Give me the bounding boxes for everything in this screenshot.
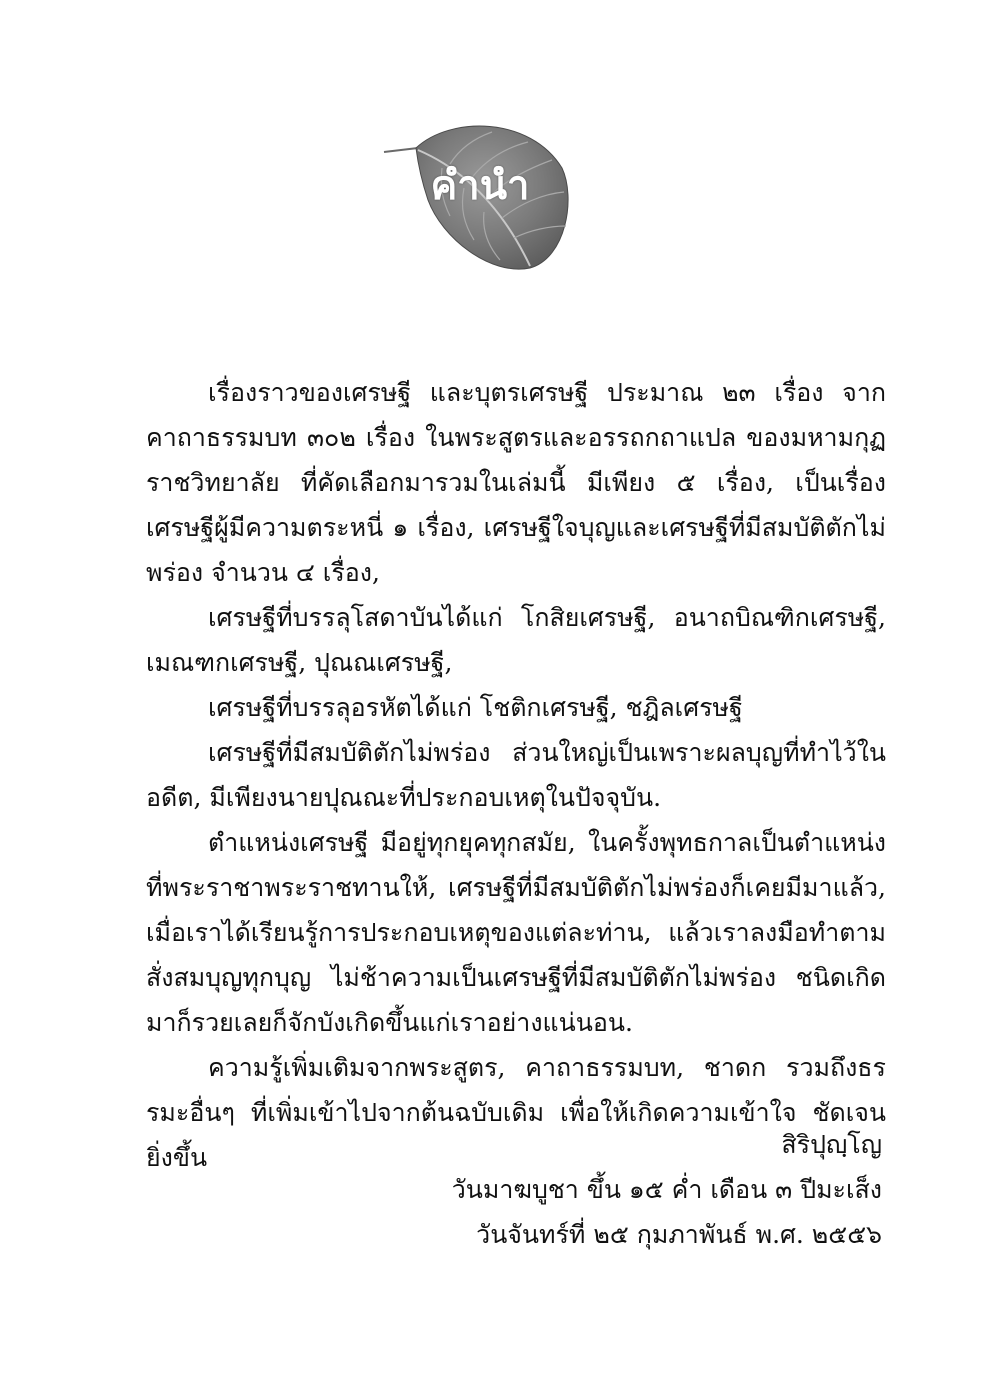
paragraph: ตำแหน่งเศรษฐี มีอยู่ทุกยุคทุกสมัย, ในครั้งพุทธกาลเป็นตำแหน่งที่พระราชาพระราชทานให้, เศรษฐีที่มีสมบัติตักไม่พร่องก็เคยมีมาแล้ว, เมื่อเราได้เรียนรู้การประกอบเหตุของแต่ละท่าน, แล้วเราลงมือทำตาม สั่งสมบุญทุกบุญ ไม่ช้าความเป็นเศรษฐีที่มีสมบัติตักไม่พร่อง ชนิดเกิดมาก็รวยเลยก็จักบังเกิดขึ้นแก่เราอย่างแน่นอน. [146,828,886,1037]
author-name: สิริปุญฺโญ [781,1130,882,1159]
paragraph: เศรษฐีที่บรรลุโสดาบันได้แก่ โกสิยเศรษฐี, อนาถบิณฑิกเศรษฐี, เมณฑกเศรษฐี, ปุณณเศรษฐี, [146,603,886,677]
paragraph: เศรษฐีที่บรรลุอรหัตได้แก่ โชติกเศรษฐี, ชฎิลเศรษฐี [208,693,743,722]
signature-block [452,1122,882,1257]
paragraph: ความรู้เพิ่มเติมจากพระสูตร, คาถาธรรมบท, ชาดก รวมถึงธรรมะอื่นๆ ที่เพิ่มเข้าไปจากต้นฉบับเดิม เพื่อให้เกิดความเข้าใจ ชัดเจนยิ่งขึ้น [146,1053,886,1172]
date-line: วันมาฆบูชา ขึ้น ๑๕ ค่ำ เดือน ๓ ปีมะเส็ง [451,1175,882,1204]
date-line: วันจันทร์ที่ ๒๕ กุมภาพันธ์ พ.ศ. ๒๕๕๖ [476,1220,882,1249]
paragraph: เรื่องราวของเศรษฐี และบุตรเศรษฐี ประมาณ ๒๓ เรื่อง จากคาถาธรรมบท ๓๐๒ เรื่อง ในพระสูตรและอรรถกถาแปล ของมหามกุฏราชวิทยาลัย ที่คัดเลือกมารวมในเล่มนี้ มีเพียง ๕ เรื่อง, เป็นเรื่องเศรษฐีผู้มีความตระหนี่ ๑ เรื่อง, เศรษฐีใจบุญและเศรษฐีที่มีสมบัติตักไม่พร่อง จำนวน ๔ เรื่อง, [146,378,886,587]
title-header [380,108,580,278]
preface-body [146,370,886,1180]
paragraph: เศรษฐีที่มีสมบัติตักไม่พร่อง ส่วนใหญ่เป็นเพราะผลบุญที่ทำไว้ในอดีต, มีเพียงนายปุณณะที่ประกอบเหตุในปัจจุบัน. [146,738,886,812]
page-title: คำนำ [430,162,530,209]
